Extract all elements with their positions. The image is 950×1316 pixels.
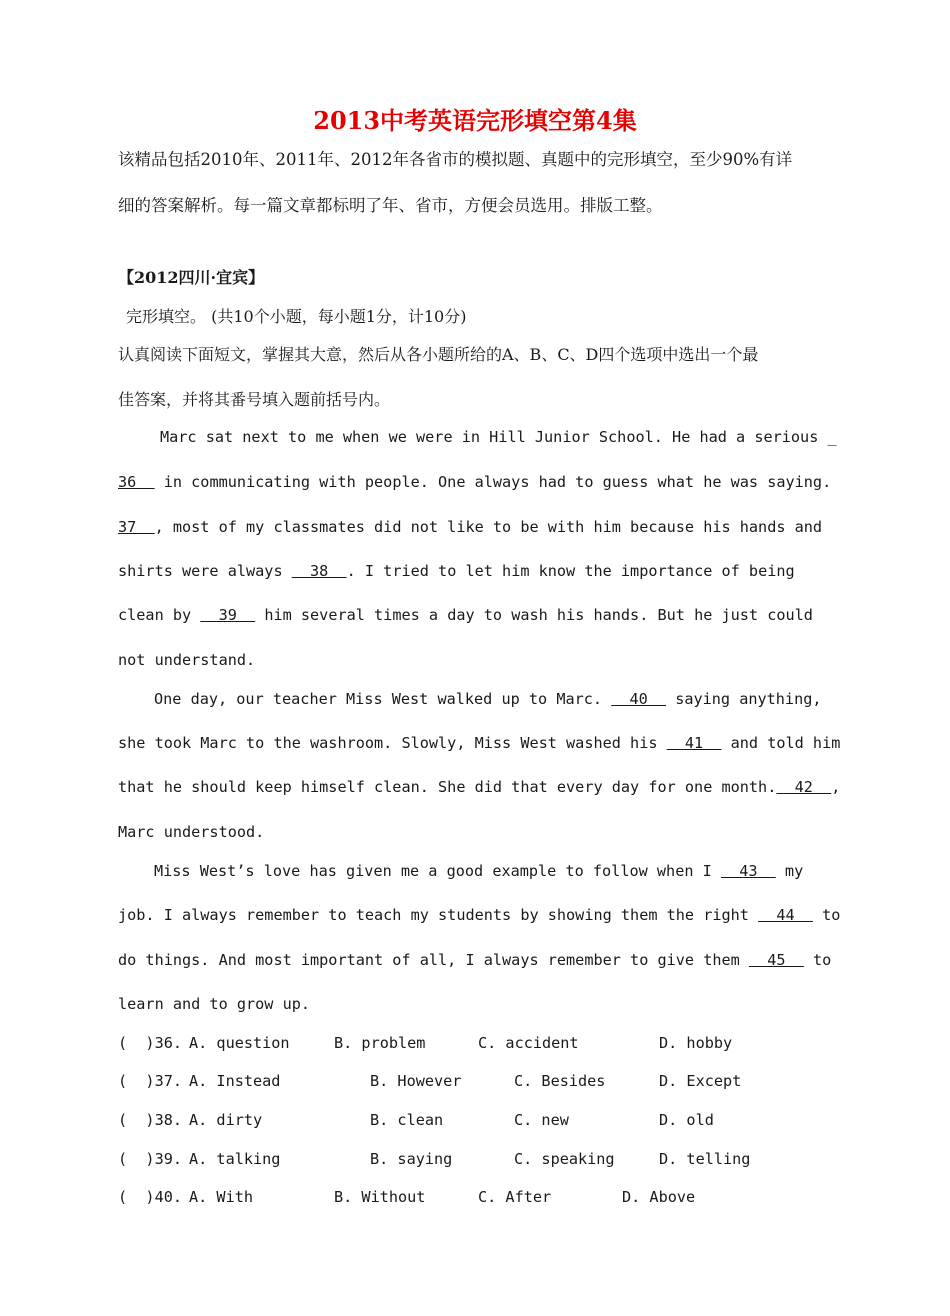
document-title: 2013中考英语完形填空第4集 [313, 106, 637, 135]
passage-line: not understand. [118, 651, 256, 669]
option-b: B. saying [370, 1150, 453, 1168]
passage-line: 37 , most of my classmates did not like to be with him because his hands and [118, 518, 823, 536]
option-d: D. Above [622, 1188, 696, 1206]
option-d: D. hobby [659, 1034, 733, 1052]
question-number: ( )37. [118, 1072, 183, 1090]
option-b: B. clean [370, 1111, 444, 1129]
option-b: B. Without [334, 1188, 426, 1206]
passage-line: shirts were always 38 . I tried to let him know the importance of being [118, 562, 795, 580]
blank-43: 43 [720, 862, 776, 880]
passage-line: clean by 39 him several times a day to wash his hands. But he just could [118, 606, 813, 624]
option-c: C. speaking [514, 1150, 615, 1168]
passage-line: Miss West’s love has given me a good example to follow when I 43 my [154, 862, 804, 880]
passage-line: that he should keep himself clean. She did that every day for one month. 42 , [118, 778, 841, 796]
option-a: A. question [189, 1034, 290, 1052]
option-a: A. dirty [189, 1111, 263, 1129]
option-c: C. Besides [514, 1072, 606, 1090]
blank-36: 36 [118, 473, 155, 491]
passage-line: job. I always remember to teach my students by showing them the right 44 to [118, 906, 841, 924]
passage-line: 36 in communicating with people. One always had to guess what he was saying. [118, 473, 832, 491]
blank-37: 37 [118, 518, 155, 536]
option-c: C. new [514, 1111, 569, 1129]
option-d: D. telling [659, 1150, 751, 1168]
option-a: A. Instead [189, 1072, 281, 1090]
instruction-line: 认真阅读下面短文，掌握其大意，然后从各小题所给的A、B、C、D四个选项中选出一个最 [118, 345, 759, 364]
option-d: D. old [659, 1111, 714, 1129]
question-number: ( )38. [118, 1111, 183, 1129]
blank-44: 44 [758, 906, 813, 924]
question-number: ( )40. [118, 1188, 183, 1206]
blank-40: 40 [611, 690, 667, 708]
passage-line: Marc sat next to me when we were in Hill Junior School. He had a serious _ [160, 428, 837, 446]
passage-line: she took Marc to the washroom. Slowly, Miss West washed his 41 and told him [118, 734, 841, 752]
task-heading: 完形填空。 (共10个小题，每小题1分，计10分) [126, 307, 467, 326]
source-heading: 【2012四川·宜宾】 [118, 268, 265, 287]
intro-line: 细的答案解析。每一篇文章都标明了年、省市，方便会员选用。排版工整。 [118, 196, 663, 215]
option-a: A. talking [189, 1150, 281, 1168]
option-b: B. However [370, 1072, 462, 1090]
question-number: ( )36. [118, 1034, 183, 1052]
option-b: B. problem [334, 1034, 426, 1052]
option-d: D. Except [659, 1072, 742, 1090]
intro-paragraph [118, 137, 838, 229]
passage-line: Marc understood. [118, 823, 265, 841]
blank-42: 42 [776, 778, 832, 796]
passage-line: do things. And most important of all, I always remember to give them 45 to [118, 951, 832, 969]
passage-line: learn and to grow up. [118, 995, 311, 1013]
blank-39: 39 [200, 606, 256, 624]
question-number: ( )39. [118, 1150, 183, 1168]
blank-45: 45 [748, 951, 804, 969]
blank-41: 41 [666, 734, 722, 752]
option-c: C. After [478, 1188, 552, 1206]
option-a: A. With [189, 1188, 254, 1206]
option-c: C. accident [478, 1034, 579, 1052]
instruction-line: 佳答案，并将其番号填入题前括号内。 [118, 390, 391, 409]
intro-line: 该精品包括2010年、2011年、2012年各省市的模拟题、真题中的完形填空，至少90%有详 [118, 150, 793, 169]
blank-38: 38 [291, 562, 347, 580]
passage-line: One day, our teacher Miss West walked up to Marc. 40 saying anything, [154, 690, 822, 708]
